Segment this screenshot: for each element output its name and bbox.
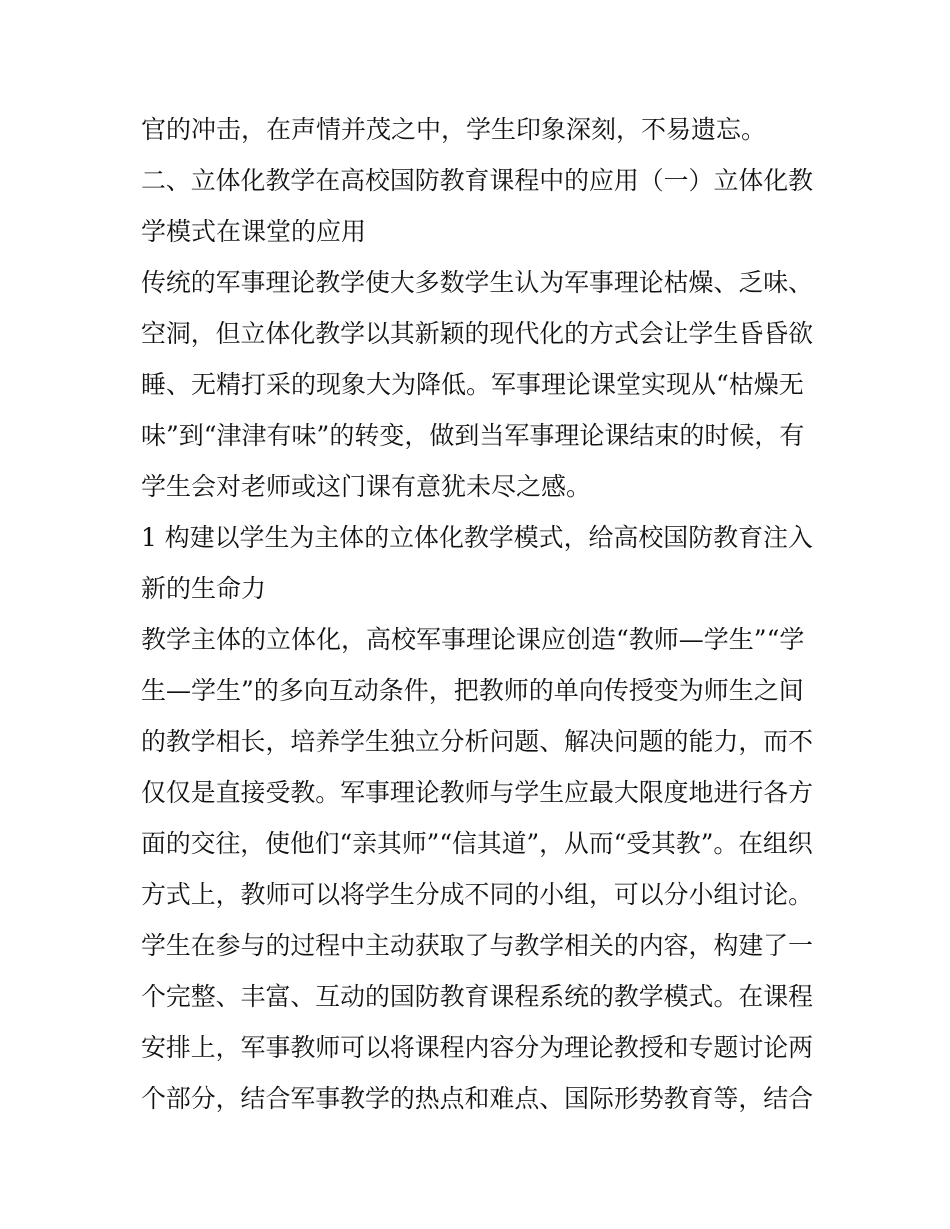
text-line: 味”到“津津有味”的转变，做到当军事理论课结束的时候，有 bbox=[141, 421, 805, 450]
text-line: 官的冲击，在声情并茂之中，学生印象深刻，不易遗忘。 bbox=[141, 115, 767, 144]
section-heading-line: 二、立体化教学在高校国防教育课程中的应用（一）立体化教 bbox=[141, 166, 814, 195]
text-line: 空洞，但立体化教学以其新颖的现代化的方式会让学生昏昏欲 bbox=[141, 319, 814, 348]
text-line: 个部分，结合军事教学的热点和难点、国际形势教育等，结合 bbox=[141, 1084, 814, 1113]
text-line: 安排上，军事教师可以将课程内容分为理论教授和专题讨论两 bbox=[141, 1033, 814, 1062]
section-heading-line: 学模式在课堂的应用 bbox=[141, 217, 367, 246]
text-line: 面的交往，使他们“亲其师”“信其道”，从而“受其教”。在组织 bbox=[141, 829, 813, 858]
subheading-line: 1 构建以学生为主体的立体化教学模式，给高校国防教育注入 bbox=[141, 523, 813, 552]
text-line: 的教学相长，培养学生独立分析问题、解决问题的能力，而不 bbox=[141, 727, 814, 756]
subheading-line: 新的生命力 bbox=[141, 574, 267, 603]
text-line: 传统的军事理论教学使大多数学生认为军事理论枯燥、乏味、 bbox=[141, 268, 814, 297]
text-line: 方式上，教师可以将学生分成不同的小组，可以分小组讨论。 bbox=[141, 880, 814, 909]
text-line: 生—学生”的多向互动条件，把教师的单向传授变为师生之间 bbox=[141, 676, 804, 705]
text-line: 睡、无精打采的现象大为降低。军事理论课堂实现从“枯燥无 bbox=[141, 370, 804, 399]
text-line: 教学主体的立体化，高校军事理论课应创造“教师—学生”“学 bbox=[141, 625, 805, 654]
text-line: 仅仅是直接受教。军事理论教师与学生应最大限度地进行各方 bbox=[141, 778, 814, 807]
text-line: 个完整、丰富、互动的国防教育课程系统的教学模式。在课程 bbox=[141, 982, 814, 1011]
text-line: 学生会对老师或这门课有意犹未尽之感。 bbox=[141, 472, 592, 501]
text-line: 学生在参与的过程中主动获取了与教学相关的内容，构建了一 bbox=[141, 931, 814, 960]
